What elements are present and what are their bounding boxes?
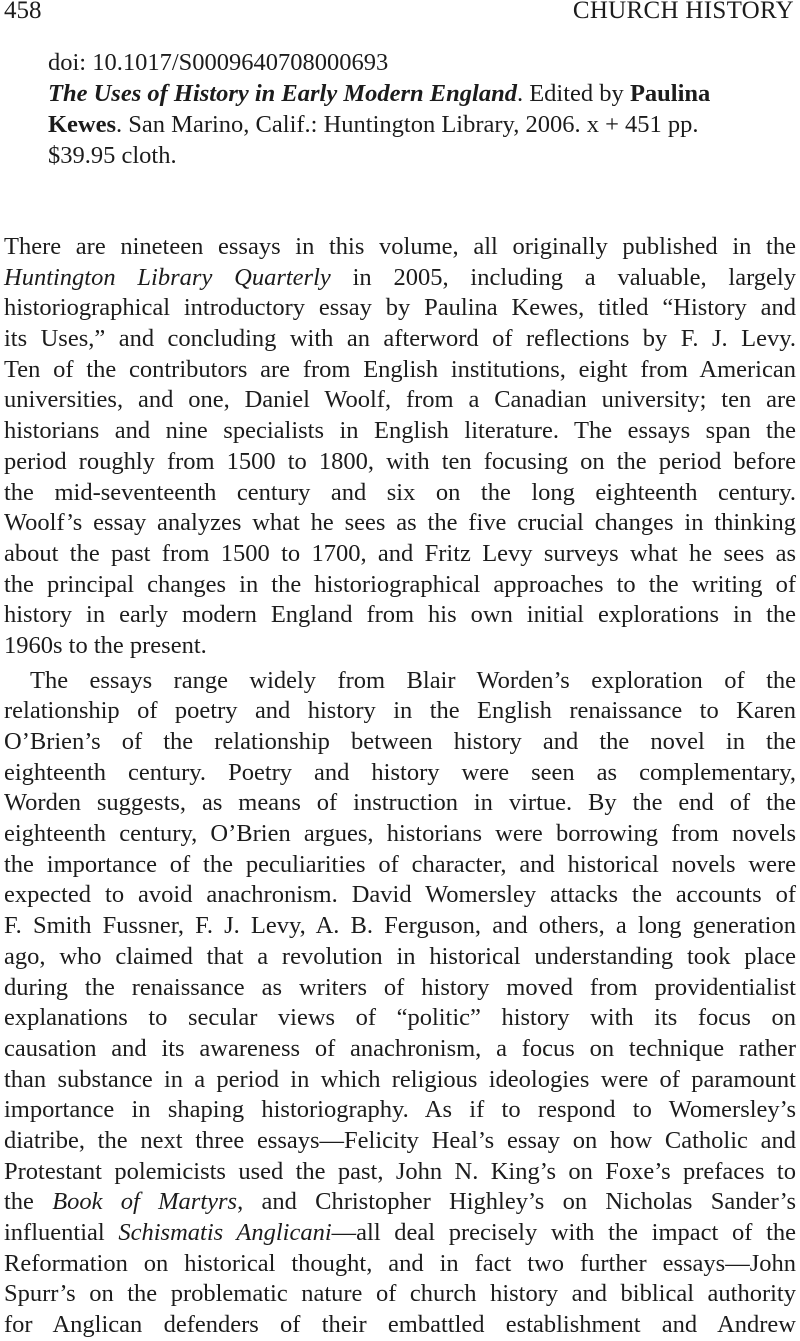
text-line: for Anglican defenders of their embattled establishment and Andrew	[4, 1311, 796, 1339]
journal-name-italic: Huntington Library Quarterly	[4, 263, 331, 291]
book-citation	[48, 47, 758, 171]
text-line: The essays range widely from Blair Worden’s exploration of the	[30, 666, 796, 694]
text-line: during the renaissance as writers of history moved from providentialist	[4, 973, 796, 1001]
text-line: relationship of poetry and history in the English renaissance to Karen	[4, 697, 796, 725]
editor-last-name: Kewes	[48, 111, 117, 138]
text-line: universities, and one, Daniel Woolf, from a Canadian university; ten are	[4, 386, 796, 414]
text-line: than substance in a period in which religious ideologies were of paramount	[4, 1065, 796, 1093]
journal-title: CHURCH HISTORY	[572, 0, 794, 24]
price-line: $39.95 cloth.	[48, 142, 177, 169]
citation-publication-line	[48, 109, 758, 140]
text-line: Woolf’s essay analyzes what he sees as the five crucial changes in thinking	[4, 509, 796, 537]
text-line: causation and its awareness of anachronism, a focus on technique rather	[4, 1034, 796, 1062]
review-body	[4, 232, 796, 1341]
text-line: eighteenth century. Poetry and history were seen as complementary,	[4, 758, 796, 786]
text-line: Spurr’s on the problematic nature of church history and biblical authority	[4, 1280, 796, 1308]
text-line: expected to avoid anachronism. David Womersley attacks the accounts of	[4, 881, 796, 909]
page-number: 458	[4, 0, 42, 24]
text-line: the Book of Martyrs, and Christopher Highley’s on Nicholas Sander’s	[4, 1188, 796, 1216]
paragraph-1	[4, 232, 796, 662]
text-line: F. Smith Fussner, F. J. Levy, A. B. Ferguson, and others, a long generation	[4, 912, 796, 940]
text-line: the mid-seventeenth century and six on the long eighteenth century.	[4, 478, 796, 506]
text-line: historians and nine specialists in English literature. The essays span the	[4, 417, 796, 445]
text-line: its Uses,” and concluding with an afterword of reflections by F. J. Levy.	[4, 325, 796, 353]
editor-first-name: Paulina	[629, 80, 711, 107]
running-head	[4, 0, 794, 26]
doi-line: doi: 10.1017/S0009640708000693	[48, 49, 389, 76]
text-line: period roughly from 1500 to 1800, with ten focusing on the period before	[4, 447, 796, 475]
book-of-martyrs-italic: Book of Martyrs	[52, 1188, 238, 1216]
text-line: ago, who claimed that a revolution in historical understanding took place	[4, 942, 796, 970]
text-line: Ten of the contributors are from English institutions, eight from American	[4, 355, 796, 383]
text-line: O’Brien’s of the relationship between history and the novel in the	[4, 728, 796, 755]
text-line: history in early modern England from his own initial explorations in the	[4, 601, 796, 629]
text-line: 1960s to the present.	[4, 631, 207, 659]
text-line: explanations to secular views of “politic” history with its focus on	[4, 1004, 796, 1032]
paragraph-2	[4, 666, 796, 1341]
text-line: about the past from 1500 to 1700, and Fritz Levy surveys what he sees as	[4, 539, 796, 567]
citation-title-line	[48, 78, 758, 109]
text-line: historiographical introductory essay by Paulina Kewes, titled “History and	[4, 294, 796, 322]
text-line: the importance of the peculiarities of character, and historical novels were	[4, 850, 796, 878]
text-line: importance in shaping historiography. As if to respond to Womersley’s	[4, 1096, 796, 1124]
text-line: influential Schismatis Anglicani—all deal precisely with the impact of the	[4, 1219, 796, 1246]
publication-info: . San Marino, Calif.: Huntington Library, 2006. x + 451 pp.	[116, 111, 699, 138]
text-line: There are nineteen essays in this volume, all originally published in the	[4, 233, 796, 260]
text-line: diatribe, the next three essays—Felicity Heal’s essay on how Catholic and	[4, 1126, 796, 1154]
edited-by-text: . Edited by	[516, 80, 630, 107]
text-line: Huntington Library Quarterly in 2005, including a valuable, largely	[4, 263, 796, 291]
text-line: eighteenth century, O’Brien argues, historians were borrowing from novels	[4, 820, 796, 848]
text-line: Reformation on historical thought, and in fact two further essays—John	[4, 1249, 796, 1277]
text-line: Protestant polemicists used the past, John N. King’s on Foxe’s prefaces to	[4, 1157, 796, 1185]
schismatis-anglicani-italic: Schismatis Anglicani	[118, 1219, 332, 1246]
text-line: the principal changes in the historiographical approaches to the writing of	[4, 570, 796, 598]
book-title: The Uses of History in Early Modern England	[48, 80, 517, 107]
text-line: Worden suggests, as means of instruction in virtue. By the end of the	[4, 789, 796, 817]
